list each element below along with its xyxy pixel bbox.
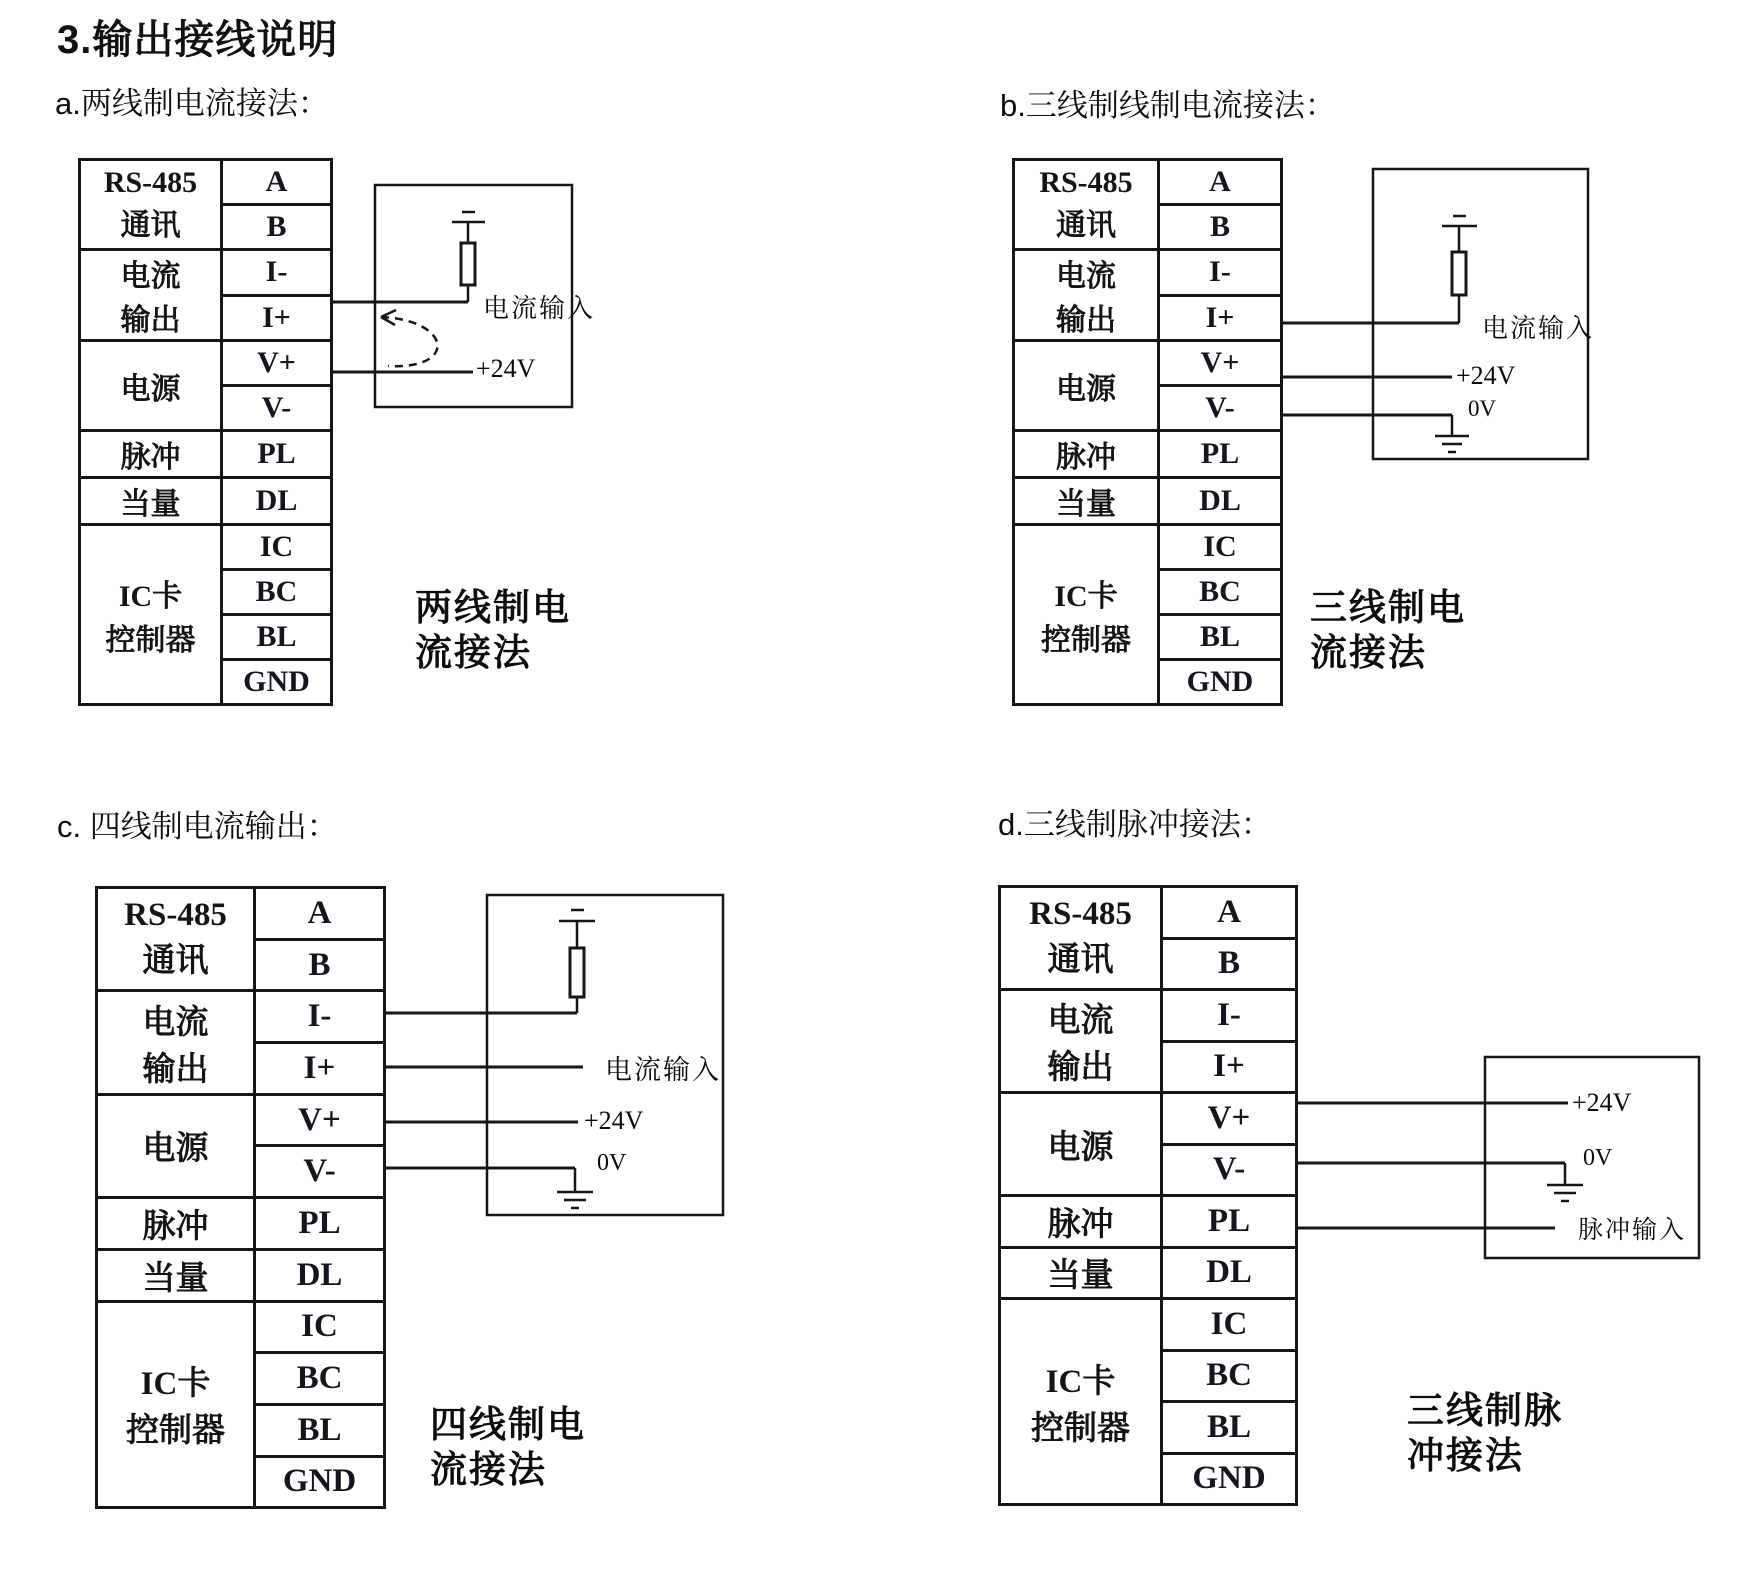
terminal-group-cell xyxy=(97,1301,255,1508)
caption-line: 冲接法 xyxy=(1407,1435,1524,1476)
terminal-group-line: RS-485 xyxy=(103,165,198,199)
ground-symbol xyxy=(1435,436,1469,452)
terminal-group-line: IC卡 xyxy=(1054,579,1118,613)
terminal-group-cell: 脉冲 xyxy=(80,431,222,478)
terminal-group-cell: 脉冲 xyxy=(1000,1196,1162,1248)
terminal-group-line: 通讯 xyxy=(120,208,181,242)
diagram-caption-b xyxy=(1310,585,1466,675)
terminal-group-line: 输出 xyxy=(1056,304,1116,337)
terminal-pin-cell: DL xyxy=(1159,478,1282,525)
terminal-pin-cell: BL xyxy=(1162,1402,1297,1454)
terminal-pin-cell: A xyxy=(222,160,332,205)
terminal-pin-cell: IC xyxy=(1159,525,1282,570)
terminal-pin-cell: V+ xyxy=(1162,1093,1297,1145)
terminal-group-cell xyxy=(1000,1299,1162,1505)
terminal-group-line: 通讯 xyxy=(1047,942,1114,978)
page-title: 3.输出接线说明 xyxy=(57,18,339,62)
ground-symbol xyxy=(452,212,485,243)
label-0v-b: 0V xyxy=(1468,396,1497,421)
resistor xyxy=(461,243,475,285)
terminal-pin-cell: V- xyxy=(1159,386,1282,431)
terminal-pin-cell: V- xyxy=(222,386,332,431)
terminal-pin-cell: V- xyxy=(1162,1144,1297,1196)
terminal-table-d xyxy=(998,885,1298,1506)
terminal-group-cell: 当量 xyxy=(80,478,222,525)
ground-symbol xyxy=(1442,216,1477,252)
diagram-caption-d xyxy=(1407,1388,1563,1478)
terminal-pin-cell: I- xyxy=(1162,990,1297,1042)
terminal-group-line: 控制器 xyxy=(1031,1410,1130,1447)
terminal-group-line: 电流 xyxy=(120,260,181,293)
terminal-group-cell: 电源 xyxy=(97,1094,255,1197)
label-0v-c: 0V xyxy=(597,1150,627,1176)
label-0v-d: 0V xyxy=(1583,1145,1613,1171)
terminal-group-line: IC卡 xyxy=(140,1366,211,1403)
terminal-group-cell xyxy=(80,250,222,341)
terminal-group-line: RS-485 xyxy=(1039,165,1133,199)
terminal-group-line: RS-485 xyxy=(1029,896,1132,932)
terminal-group-line: RS-485 xyxy=(124,897,227,934)
terminal-pin-cell: DL xyxy=(255,1249,385,1301)
terminal-pin-cell: GND xyxy=(1162,1453,1297,1505)
terminal-pin-cell: V+ xyxy=(255,1094,385,1146)
terminal-pin-cell: GND xyxy=(255,1456,385,1508)
terminal-pin-cell: I+ xyxy=(1159,295,1282,341)
terminal-group-cell: 电源 xyxy=(80,341,222,431)
terminal-group-cell xyxy=(1000,990,1162,1093)
terminal-group-line: 电流 xyxy=(142,1004,209,1041)
terminal-pin-cell: IC xyxy=(255,1301,385,1353)
terminal-group-line: IC卡 xyxy=(1045,1363,1116,1400)
terminal-group-line: 控制器 xyxy=(126,1413,225,1450)
terminal-group-line: IC卡 xyxy=(118,579,183,613)
terminal-table-a xyxy=(78,158,333,706)
terminal-pin-cell: PL xyxy=(1159,431,1282,478)
terminal-group-cell: 电源 xyxy=(1014,341,1159,431)
terminal-pin-cell: BC xyxy=(1162,1350,1297,1402)
ground-symbol xyxy=(559,910,595,948)
terminal-group-cell xyxy=(97,991,255,1094)
diagram-caption-a xyxy=(415,585,571,675)
terminal-pin-cell: I- xyxy=(1159,250,1282,296)
terminal-pin-cell: B xyxy=(1159,205,1282,250)
terminal-group-cell xyxy=(1014,525,1159,705)
current-loop-arrow xyxy=(381,317,437,366)
caption-line: 三线制电 xyxy=(1310,587,1466,628)
terminal-group-cell: 当量 xyxy=(1000,1247,1162,1299)
terminal-group-line: 输出 xyxy=(120,304,181,337)
label-24v-d: +24V xyxy=(1572,1088,1632,1117)
label-current-input-b: 电流输入 xyxy=(1482,314,1595,343)
caption-line: 三线制脉 xyxy=(1407,1390,1563,1431)
terminal-pin-cell: GND xyxy=(222,660,332,705)
terminal-pin-cell: IC xyxy=(222,525,332,570)
terminal-pin-cell: PL xyxy=(255,1198,385,1250)
terminal-group-cell: 当量 xyxy=(97,1249,255,1301)
terminal-pin-cell: V- xyxy=(255,1146,385,1198)
terminal-group-line: 电流 xyxy=(1056,260,1116,293)
terminal-pin-cell: BC xyxy=(222,570,332,615)
terminal-group-cell: 当量 xyxy=(1014,478,1159,525)
section-heading-b: b.三线制线制电流接法： xyxy=(1000,88,1336,123)
terminal-group-line: 电流 xyxy=(1047,1003,1114,1039)
section-heading-c: c. 四线制电流输出： xyxy=(57,809,338,844)
terminal-group-cell: 脉冲 xyxy=(97,1198,255,1250)
caption-line: 两线制电 xyxy=(415,587,571,628)
terminal-pin-cell: BL xyxy=(1159,615,1282,660)
terminal-pin-cell: BC xyxy=(255,1353,385,1405)
terminal-group-line: 输出 xyxy=(142,1051,209,1088)
terminal-pin-cell: I- xyxy=(255,991,385,1043)
ground-symbol xyxy=(557,1192,593,1208)
terminal-pin-cell: IC xyxy=(1162,1299,1297,1351)
terminal-pin-cell: BC xyxy=(1159,570,1282,615)
section-heading-a: a.两线制电流接法： xyxy=(55,86,329,121)
terminal-group-cell xyxy=(97,888,255,991)
diagram-caption-c xyxy=(430,1402,586,1492)
terminal-pin-cell: I- xyxy=(222,250,332,296)
terminal-group-line: 输出 xyxy=(1047,1050,1114,1086)
terminal-pin-cell: V+ xyxy=(1159,341,1282,386)
label-current-input-c: 电流输入 xyxy=(605,1055,721,1085)
terminal-pin-cell: PL xyxy=(1162,1196,1297,1248)
resistor xyxy=(570,948,584,997)
terminal-pin-cell: GND xyxy=(1159,660,1282,705)
terminal-group-cell xyxy=(80,160,222,250)
label-current-input-a: 电流输入 xyxy=(483,294,596,323)
terminal-pin-cell: B xyxy=(222,205,332,250)
terminal-pin-cell: BL xyxy=(222,615,332,660)
terminal-pin-cell: I+ xyxy=(1162,1041,1297,1093)
section-heading-d: d.三线制脉冲接法： xyxy=(998,807,1272,842)
terminal-pin-cell: DL xyxy=(222,478,332,525)
terminal-pin-cell: A xyxy=(1162,887,1297,939)
label-24v-c: +24V xyxy=(584,1106,644,1135)
terminal-table-c xyxy=(95,886,386,1509)
label-24v-b: +24V xyxy=(1456,361,1516,390)
terminal-table-b xyxy=(1012,158,1283,706)
terminal-pin-cell: I+ xyxy=(255,1043,385,1095)
terminal-group-cell xyxy=(1014,250,1159,341)
terminal-pin-cell: I+ xyxy=(222,295,332,341)
terminal-group-line: 通讯 xyxy=(142,943,209,980)
terminal-pin-cell: BL xyxy=(255,1404,385,1456)
arrowhead xyxy=(381,310,396,325)
caption-line: 流接法 xyxy=(415,632,532,673)
terminal-group-line: 控制器 xyxy=(1041,623,1131,657)
terminal-group-line: 通讯 xyxy=(1056,208,1116,242)
label-24v-a: +24V xyxy=(476,354,536,383)
terminal-group-cell: 电源 xyxy=(1000,1093,1162,1196)
label-pulse-input-d: 脉冲输入 xyxy=(1578,1217,1687,1244)
terminal-group-cell: 脉冲 xyxy=(1014,431,1159,478)
terminal-group-cell xyxy=(80,525,222,705)
terminal-group-cell xyxy=(1014,160,1159,250)
caption-line: 四线制电 xyxy=(430,1404,586,1445)
terminal-pin-cell: PL xyxy=(222,431,332,478)
terminal-pin-cell: B xyxy=(255,939,385,991)
terminal-pin-cell: A xyxy=(1159,160,1282,205)
terminal-pin-cell: DL xyxy=(1162,1247,1297,1299)
ground-symbol xyxy=(1547,1185,1583,1201)
terminal-group-line: 控制器 xyxy=(105,623,196,657)
caption-line: 流接法 xyxy=(430,1449,547,1490)
caption-line: 流接法 xyxy=(1310,632,1427,673)
terminal-group-cell xyxy=(1000,887,1162,990)
terminal-pin-cell: A xyxy=(255,888,385,940)
terminal-pin-cell: B xyxy=(1162,938,1297,990)
terminal-pin-cell: V+ xyxy=(222,341,332,386)
resistor xyxy=(1452,252,1466,295)
